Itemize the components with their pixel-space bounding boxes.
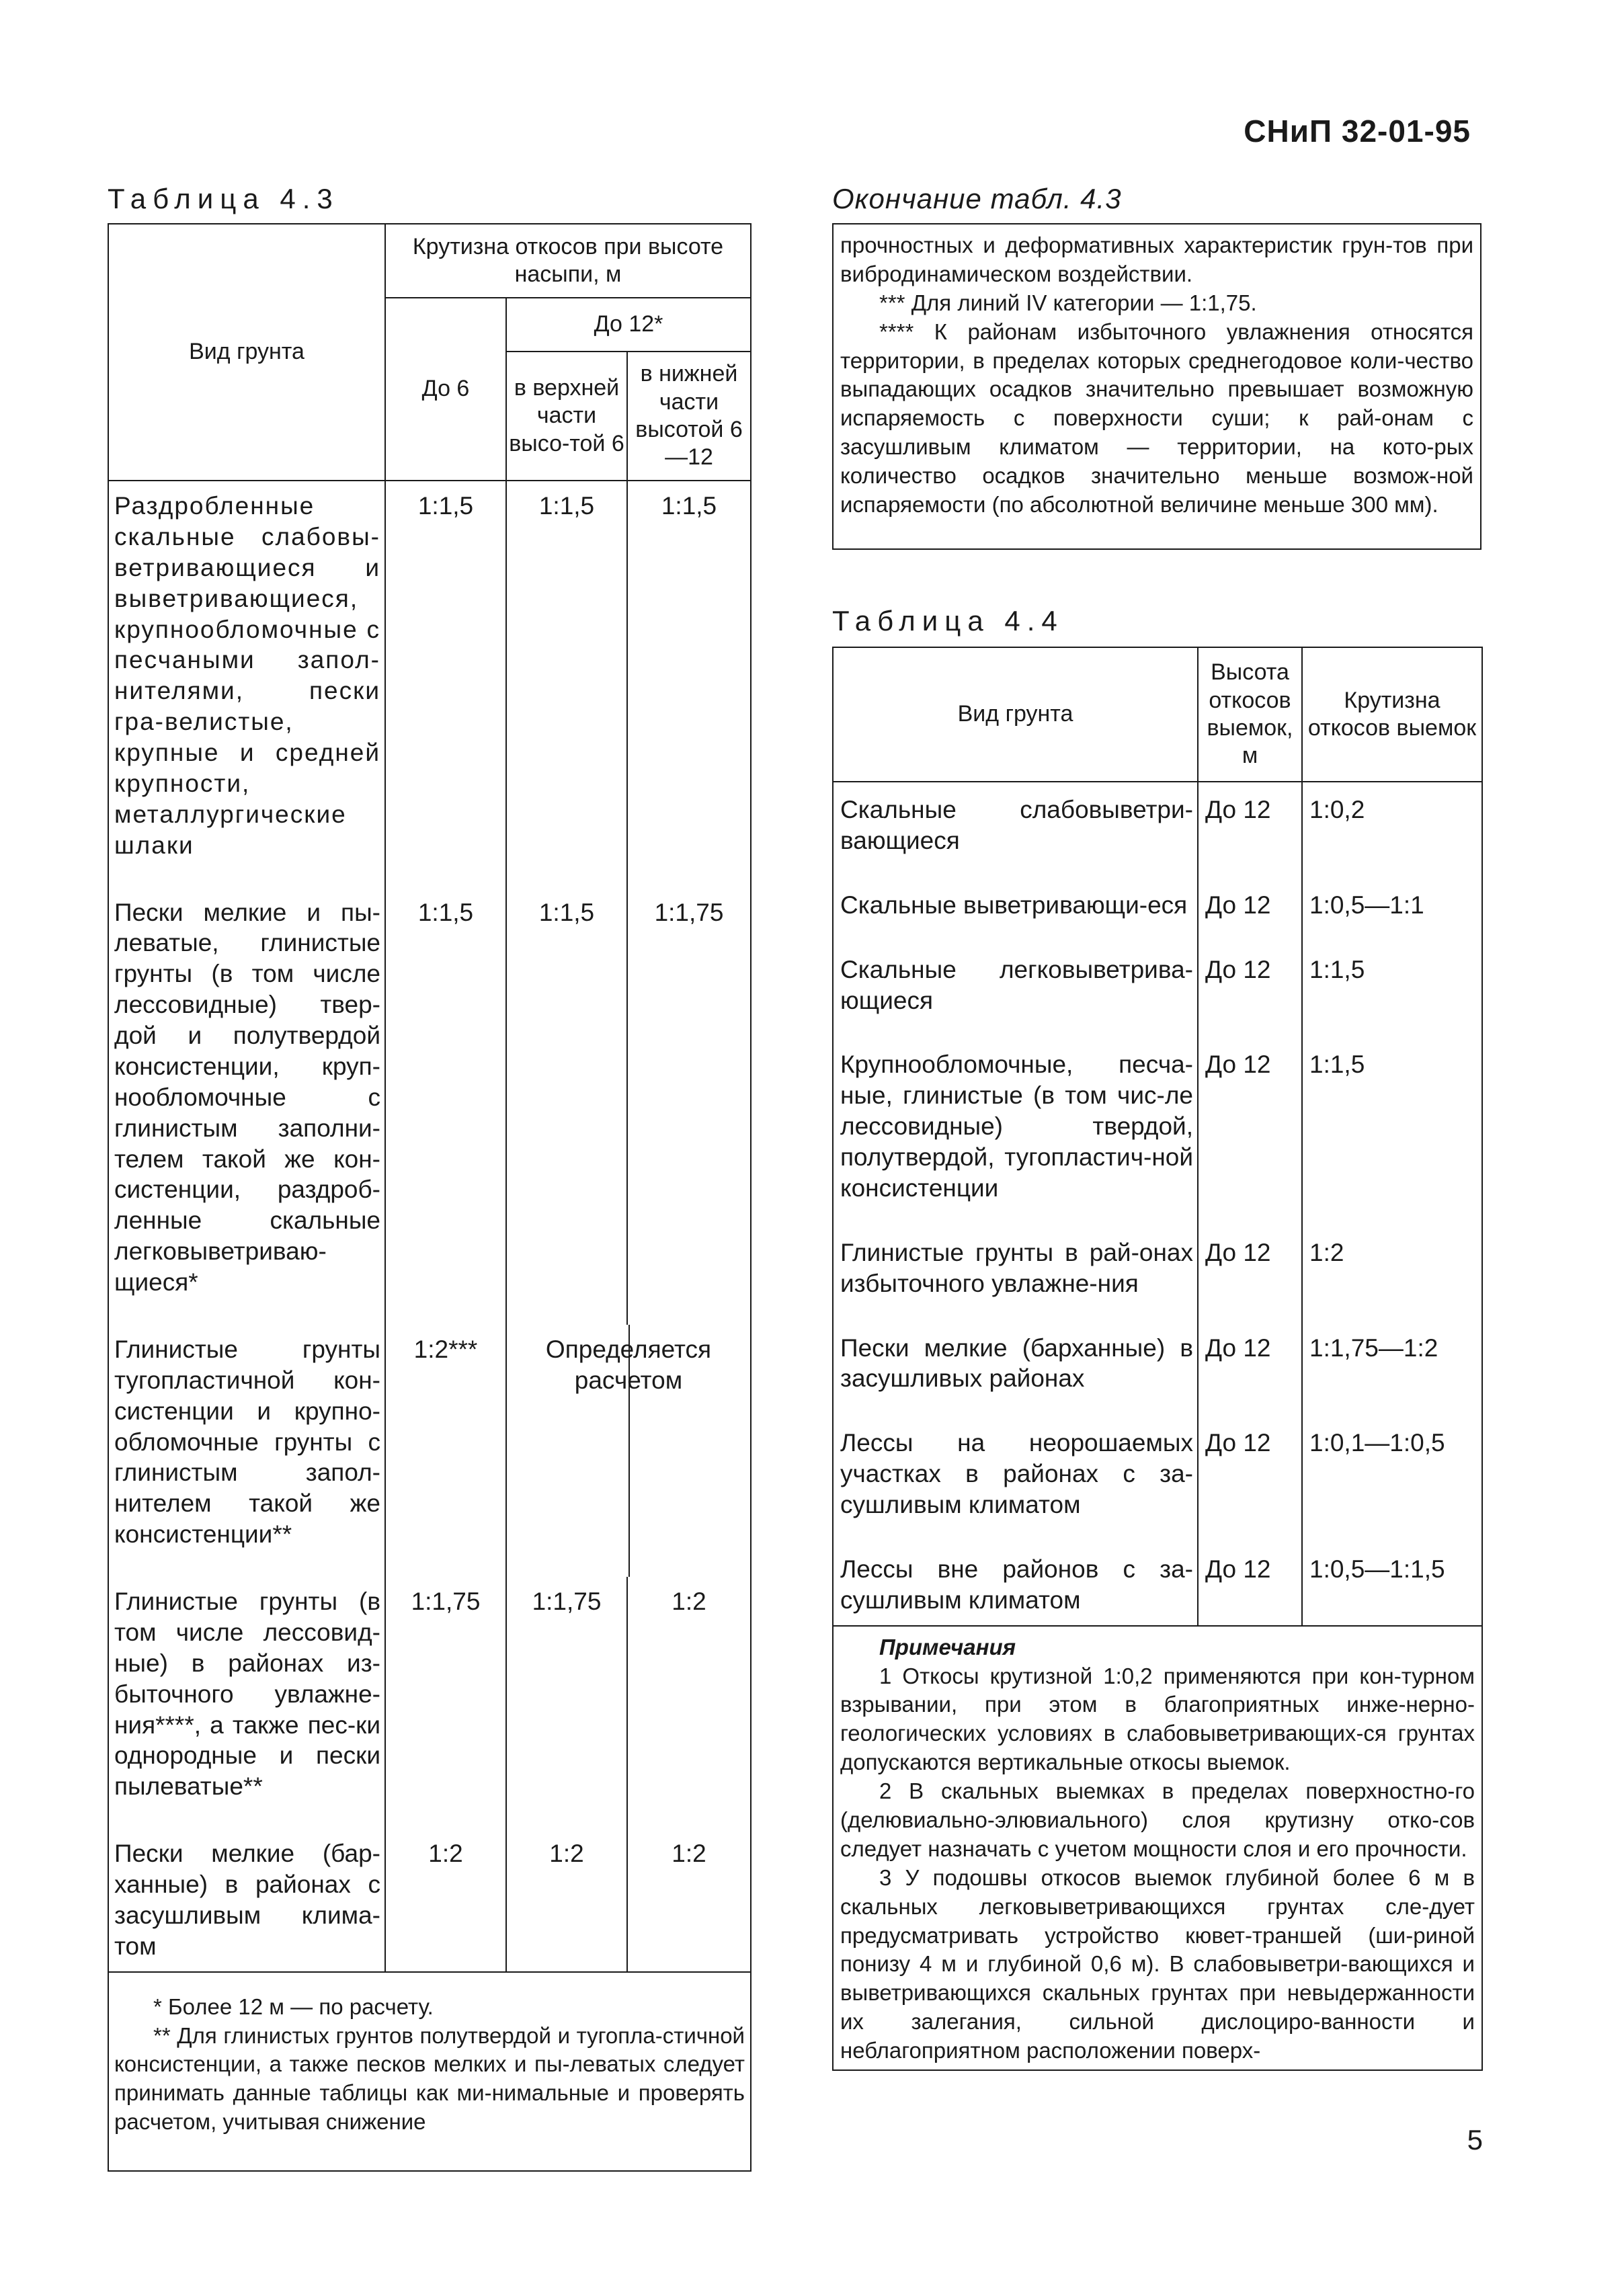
- height-cell: До 12: [1198, 782, 1302, 878]
- table-4-3-caption: Таблица 4.3: [108, 183, 339, 214]
- table-4-3-continuation: [832, 223, 1481, 550]
- soil-cell: Крупнообломочные, песча-ные, глинистые (в том чис-ле лессовидные) твердой, полутвердой, тугопластич-ной консистенции: [833, 1037, 1198, 1225]
- table-row: [108, 888, 751, 1325]
- value-cell: 1:2: [385, 1829, 506, 1972]
- value-cell: 1:1,75: [627, 888, 751, 1325]
- notes-title: Примечания: [879, 1634, 1016, 1659]
- note: 3 У подошвы откосов выемок глубиной более 6 м в скальных легковыветривающихся грунтах сле-дует предусматривать устройство кювет-траншей (ши-риной понизу 4 м и глубиной 0,6 м). В слабовыветри-вающихся и выветривающихся скальных грунтах при невыдержанности их залегания, сильной дислоциро-ванности и неблагоприятном расположении поверх-: [840, 1864, 1475, 2063]
- table-4-3-footnotes: [108, 1972, 751, 2171]
- table-row: [833, 1225, 1482, 1321]
- soil-cell: Пески мелкие и пы-леватые, глинистые грунты (в том числе лессовидные) твер-дой и полутвердой консистенции, круп-нообломочные с глинистым заполни-телем такой же кон-систенции, раздроб-ленные скальные легковыветриваю-щиеся*: [108, 888, 385, 1325]
- slope-cell: 1:2: [1302, 1225, 1482, 1321]
- table-row: [833, 1416, 1482, 1542]
- col-header-lower: в нижней части высотой 6—12: [627, 352, 751, 481]
- page-number: 5: [1467, 2124, 1483, 2156]
- slope-cell: 1:0,5—1:1: [1302, 878, 1482, 942]
- table-row: [833, 878, 1482, 942]
- value-cell: 1:1,5: [506, 481, 627, 888]
- footnote-text: **** К районам избыточного увлажнения относятся территории, в пределах которых среднегодовое коли-чество выпадающих осадков значительно превышает возможную испаряемость с поверхности суши; к рай-онам с засушливым климатом — территории, на кото-рых количество осадков значительно меньше возмож-ной испаряемости (по абсолютной величине меньше 300 мм).: [840, 319, 1473, 518]
- continuation-caption: Окончание табл. 4.3: [832, 183, 1122, 214]
- value-cell: 1:1,75: [506, 1577, 627, 1829]
- col-header-slope: Крутизна откосов выемок: [1302, 647, 1482, 782]
- document-code: СНиП 32-01-95: [1244, 114, 1471, 149]
- value-cell: 1:2***: [385, 1325, 506, 1577]
- slope-cell: 1:0,2: [1302, 782, 1482, 878]
- footnote-text: *** Для линий IV категории — 1:1,75.: [879, 290, 1257, 315]
- soil-cell: Пески мелкие (бар-ханные) в районах с засушливым клима-том: [108, 1829, 385, 1972]
- table-4-4-notes: [833, 1626, 1482, 2070]
- value-cell: 1:2: [627, 1577, 751, 1829]
- value-cell: 1:1,5: [627, 481, 751, 888]
- slope-cell: 1:0,5—1:1,5: [1302, 1542, 1482, 1626]
- footnote-text: прочностных и деформативных характеристик грун-тов при вибродинамическом воздействии.: [840, 233, 1473, 286]
- footnote: * Более 12 м — по расчету.: [153, 1994, 434, 2019]
- soil-cell: Скальные выветривающи-еся: [833, 878, 1198, 942]
- col-header-upper: в верхней части высо-той 6: [506, 352, 627, 481]
- soil-cell: Глинистые грунты тугопластичной кон-систенции и крупно-обломочные грунты с глинистым запол-нителем такой же консистенции**: [108, 1325, 385, 1577]
- col-header-to6: До 6: [385, 298, 506, 481]
- height-cell: До 12: [1198, 1225, 1302, 1321]
- col-header-soil: Вид грунта: [833, 647, 1198, 782]
- table-4-4-caption: Таблица 4.4: [832, 605, 1064, 637]
- table-row: [833, 1037, 1482, 1225]
- table-row: [833, 942, 1482, 1038]
- soil-cell: Глинистые грунты (в том числе лессовид-ные) в районах из-быточного увлажне-ния****, а также пес-ки однородные и пески пылеватые**: [108, 1577, 385, 1829]
- soil-cell: Лессы на неорошаемых участках в районах с за-сушливым климатом: [833, 1416, 1198, 1542]
- col-header-height: Высота откосов выемок, м: [1198, 647, 1302, 782]
- value-cell: 1:1,5: [506, 888, 627, 1325]
- col-header-to12: До 12*: [506, 298, 751, 352]
- value-cell: 1:1,75: [385, 1577, 506, 1829]
- soil-cell: Пески мелкие (барханные) в засушливых районах: [833, 1321, 1198, 1416]
- soil-cell: Глинистые грунты в рай-онах избыточного увлажне-ния: [833, 1225, 1198, 1321]
- col-header-soil: Вид грунта: [108, 224, 385, 481]
- table-4-4: [832, 647, 1483, 2071]
- table-row: [108, 481, 751, 888]
- table-row: [833, 782, 1482, 878]
- table-row: [108, 1829, 751, 1972]
- table-row: [833, 1542, 1482, 1626]
- note: 2 В скальных выемках в пределах поверхностно-го (делювиально-элювиального) слоя крутизну отко-сов следует назначать с учетом мощности слоя и его прочности.: [840, 1778, 1475, 1861]
- slope-cell: 1:1,5: [1302, 1037, 1482, 1225]
- height-cell: До 12: [1198, 1416, 1302, 1542]
- height-cell: До 12: [1198, 942, 1302, 1038]
- slope-cell: 1:1,75—1:2: [1302, 1321, 1482, 1416]
- note: 1 Откосы крутизной 1:0,2 применяются при кон-турном взрывании, при этом в благоприятных инже-нерно-геологических условиях в слабовыветривающих-ся грунтах допускаются вертикальные откосы выемок.: [840, 1663, 1475, 1775]
- soil-cell: Скальные легковыветрива-ющиеся: [833, 942, 1198, 1038]
- value-cell: 1:1,5: [385, 481, 506, 888]
- height-cell: До 12: [1198, 1542, 1302, 1626]
- soil-cell: Скальные слабовыветри-вающиеся: [833, 782, 1198, 878]
- slope-cell: 1:0,1—1:0,5: [1302, 1416, 1482, 1542]
- soil-cell: Лессы вне районов с за-сушливым климатом: [833, 1542, 1198, 1626]
- col-header-slope: Крутизна откосов при высоте насыпи, м: [385, 224, 751, 298]
- merged-value-cell: [506, 1325, 751, 1577]
- slope-cell: 1:1,5: [1302, 942, 1482, 1038]
- soil-cell: Раздробленные скальные слабовы-ветривающиеся и выветривающиеся, крупнообломочные с песчаными запол-нителями, пески гра-велистые, крупные и средней крупности, металлургические шлаки: [108, 481, 385, 888]
- height-cell: До 12: [1198, 878, 1302, 942]
- table-row: [108, 1325, 751, 1577]
- height-cell: До 12: [1198, 1037, 1302, 1225]
- table-row: [108, 1577, 751, 1829]
- value-cell: 1:2: [506, 1829, 627, 1972]
- value-cell: 1:2: [627, 1829, 751, 1972]
- height-cell: До 12: [1198, 1321, 1302, 1416]
- calculated-note: Определяется расчетом: [545, 1335, 712, 1394]
- footnote: ** Для глинистых грунтов полутвердой и тугопла-стичной консистенции, а также песков мелких и пы-леватых следует принимать данные таблицы как ми-нимальные и проверять расчетом, учитывая снижение: [114, 2022, 745, 2135]
- table-4-3: [108, 223, 752, 2172]
- value-cell: 1:1,5: [385, 888, 506, 1325]
- table-row: [833, 1321, 1482, 1416]
